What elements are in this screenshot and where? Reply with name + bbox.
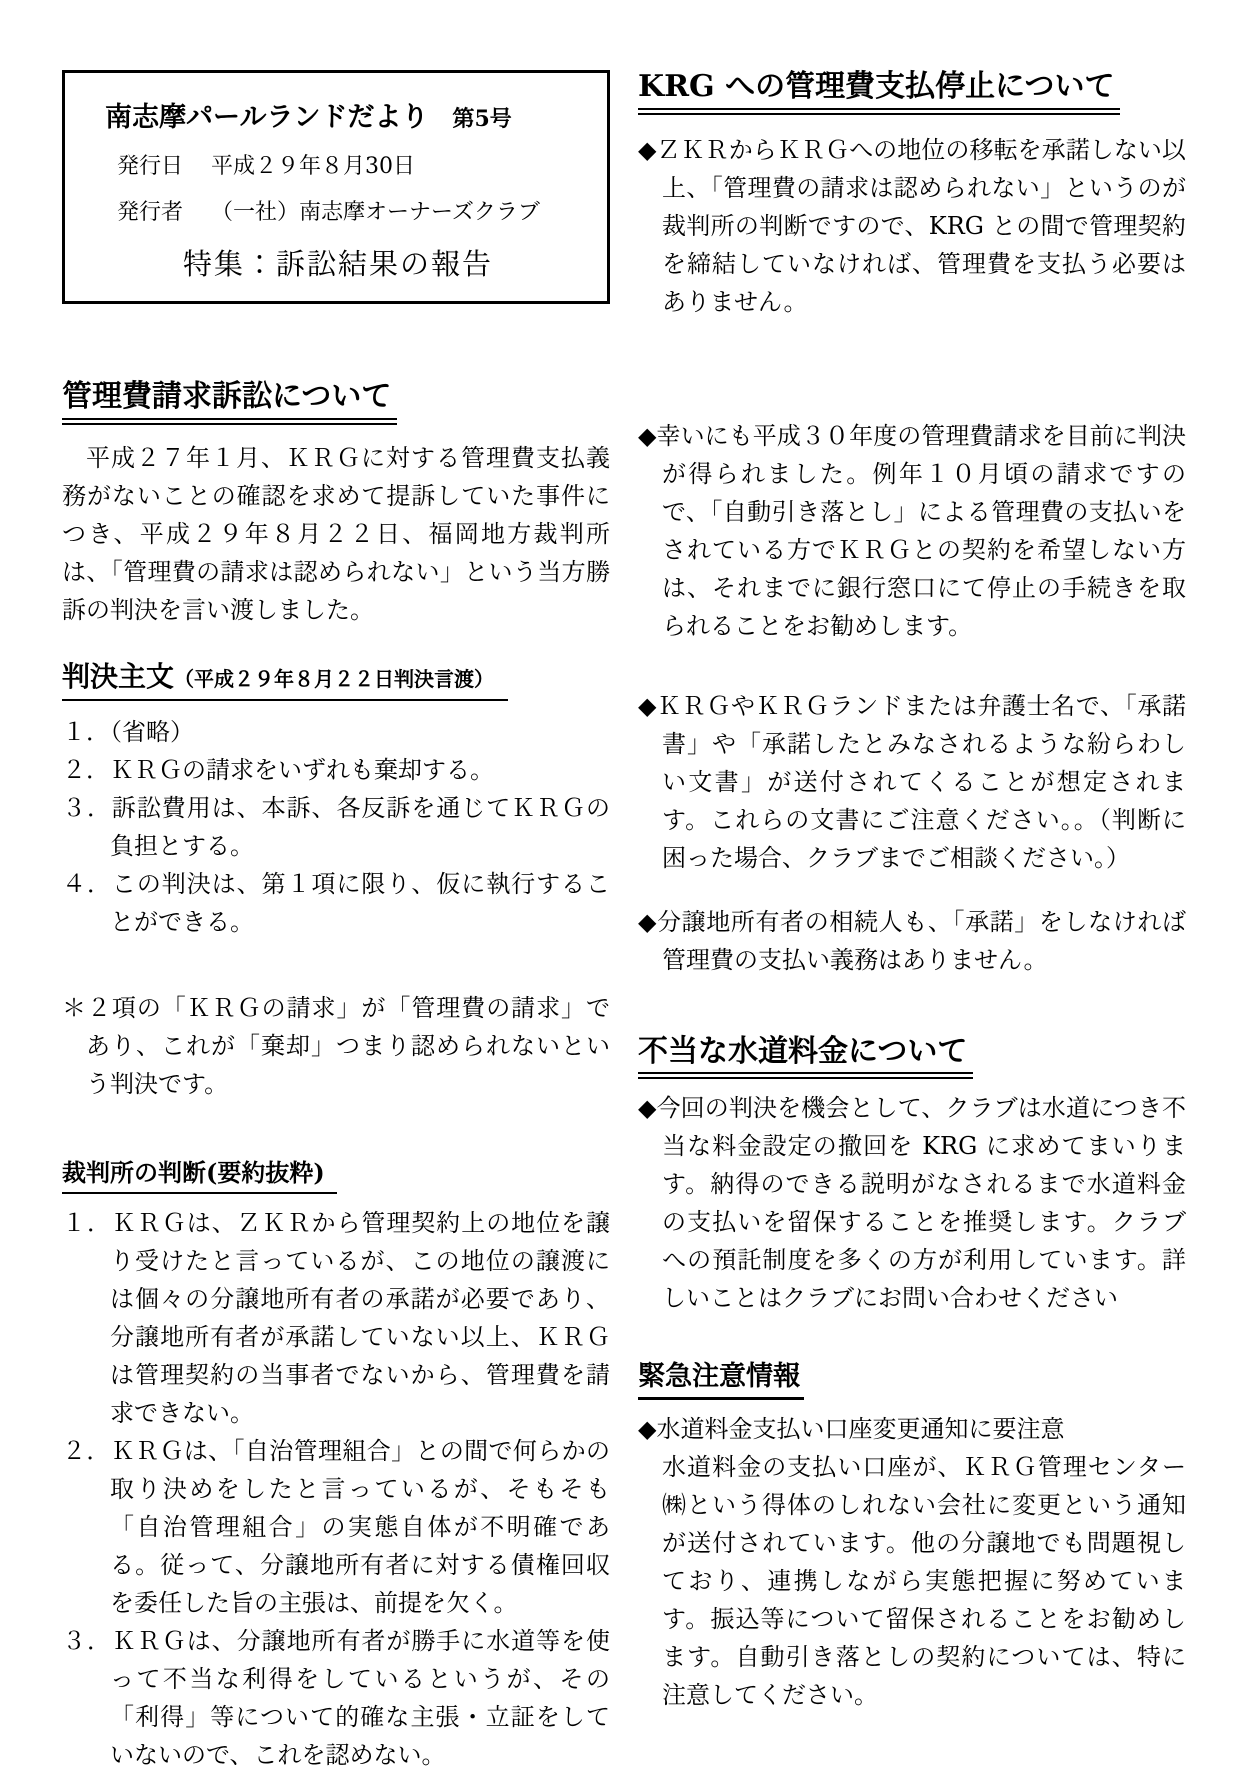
masthead-title-row xyxy=(83,95,593,134)
court-judgment-heading: 裁判所の判断(要約抜粋) xyxy=(62,1159,337,1195)
newsletter-title: 南志摩パールランドだより xyxy=(105,102,429,133)
section-court-judgment xyxy=(62,1159,610,1195)
ruling-items xyxy=(62,713,610,941)
publisher-row xyxy=(83,195,593,226)
publish-date-row xyxy=(83,149,593,180)
publish-date-value: 平成２９年８月30日 xyxy=(211,154,416,179)
section-lawsuit xyxy=(62,380,610,425)
court-judgment-item: ２．ＫＲＧは、「自治管理組合」との間で何らかの取り決めをしたと言っているが、そもそも「自治管理組合」の実態自体が不明確である。従って、分譲地所有者に対する債権回収を委任した旨の主張は、前提を欠く。 xyxy=(62,1437,610,1618)
right-column xyxy=(638,70,1186,1724)
water-fee-heading: 不当な水道料金について xyxy=(638,1035,973,1080)
lawsuit-heading: 管理費請求訴訟について xyxy=(62,380,397,425)
ruling-heading xyxy=(62,661,508,701)
stop-payment-bullet: ◆幸いにも平成３０年度の管理費請求を目前に判決が得られました。例年１０月頃の請求ですので、「自動引き落とし」による管理費の支払いをされている方でＫＲＧとの契約を希望しない方は、それまでに銀行窓口にて停止の手続きを取られることをお勧めします。 xyxy=(638,421,1186,640)
stop-payment-bullet: ◆分譲地所有者の相続人も、「承諾」をしなければ管理費の支払い義務はありません。 xyxy=(638,907,1186,974)
ruling-item: １．（省略） xyxy=(62,717,194,746)
publisher-value: （一社）南志摩オーナーズクラブ xyxy=(211,200,540,225)
ruling-heading-note: （平成２９年８月２２日判決言渡） xyxy=(174,666,495,691)
ruling-heading-main: 判決主文 xyxy=(62,659,175,693)
ruling-note: ＊２項の「ＫＲＧの請求」が「管理費の請求」であり、これが「棄却」つまり認められないという判決です。 xyxy=(62,993,610,1098)
court-judgment-items xyxy=(62,1204,610,1774)
urgent-body: 水道料金の支払い口座が、ＫＲＧ管理センター㈱という得体のしれない会社に変更という通知が送付されています。他の分譲地でも問題視しており、連携しながら実態把握に努めています。振込等について留保されることをお勧めします。自動引き落としの契約については、特に注意してください。 xyxy=(662,1453,1186,1710)
left-column xyxy=(62,70,610,1770)
section-stop-payment xyxy=(638,70,1186,115)
lawsuit-body: 平成２７年１月、ＫＲＧに対する管理費支払義務がないことの確認を求めて提訴していた事件につき、平成２９年８月２２日、福岡地方裁判所は、「管理費の請求は認められない」という当方勝訴の判決を言い渡しました。 xyxy=(62,443,610,624)
stop-payment-bullet: ◆ＫＲＧやＫＲＧランドまたは弁護士名で、「承諾書」や「承諾したとみなされるような紛らわしい文書」が送付されてくることが想定されます。これらの文書にご注意ください。。（判断に困った場合、クラブまでご相談ください。） xyxy=(638,691,1186,872)
ruling-item: ３．訴訟費用は、本訴、各反訴を通じてＫＲＧの負担とする。 xyxy=(62,793,610,860)
water-fee-bullet: ◆今回の判決を機会として、クラブは水道につき不当な料金設定の撤回を KRG に求めてまいります。納得のできる説明がなされるまで水道料金の支払いを留保することを推奨します。クラブへの預託制度を多くの方が利用しています。詳しいことはクラブにお問い合わせください xyxy=(638,1094,1186,1312)
stop-payment-heading: KRG への管理費支払停止について xyxy=(638,70,1120,115)
issue-number: 第5号 xyxy=(452,106,512,132)
publisher-label: 発行者 xyxy=(117,200,184,225)
ruling-item: ４．この判決は、第１項に限り、仮に執行することができる。 xyxy=(62,869,610,936)
publish-date-label: 発行日 xyxy=(117,154,184,179)
feature-title: 特集：訴訟結果の報告 xyxy=(182,247,493,281)
urgent-heading: 緊急注意情報 xyxy=(638,1361,804,1400)
stop-payment-bullet: ◆ＺＫＲからＫＲＧへの地位の移転を承諾しない以上、「管理費の請求は認められない」というのが裁判所の判断ですので、KRG との間で管理契約を締結していなければ、管理費を支払う必要はありません。 xyxy=(638,135,1186,316)
section-ruling xyxy=(62,661,610,701)
section-urgent xyxy=(638,1361,1186,1400)
court-judgment-item: １．ＫＲＧは、ＺＫＲから管理契約上の地位を譲り受けたと言っているが、この地位の譲渡には個々の分譲地所有者の承諾が必要であり、分譲地所有者が承諾していない以上、ＫＲＧは管理契約の当事者でないから、管理費を請求できない。 xyxy=(62,1209,610,1428)
court-judgment-item: ３．ＫＲＧは、分譲地所有者が勝手に水道等を使って不当な利得をしているというが、その「利得」等について的確な主張・立証をしていないので、これを認めない。 xyxy=(62,1627,610,1770)
urgent-bullet-title: ◆水道料金支払い口座変更通知に要注意 xyxy=(638,1415,1065,1444)
ruling-item: ２．ＫＲＧの請求をいずれも棄却する。 xyxy=(62,755,494,784)
masthead-box xyxy=(62,70,610,304)
section-water-fee xyxy=(638,1035,1186,1080)
